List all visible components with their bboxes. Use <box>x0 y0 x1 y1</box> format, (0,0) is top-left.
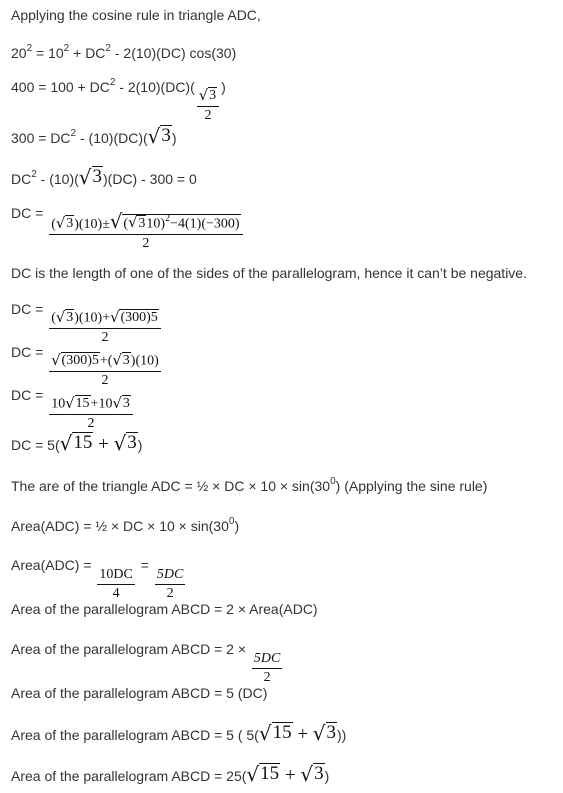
dc-line-1: DC = ( √ 3 )(10)+ √ (300)5 2 <box>11 300 163 345</box>
negative-note: DC is the length of one of the sides of the parallelogram, hence it can’t be negative. <box>11 265 527 281</box>
equation-line-4: $300 = DC^2 - (10)(DC)$( √ 3 ) <box>11 123 177 148</box>
dc-final: DC = 5( √ 15 + √ 3 ) <box>11 430 143 455</box>
area-para-line-2: Area of the parallelogram ABCD = 2 × $\frac{5DC}{2}$ <box>11 641 281 685</box>
intro-text: Applying the cosine rule in triangle ADC, <box>11 7 261 23</box>
equation-line-5: $DC^2 - (10)$( √ 3 )(DC) - 300 = 0 <box>11 164 197 189</box>
triangle-area-note: The are of the triangle ADC = ½ × DC × $10 \times \sin(30^0)$ (Applying the sine rule) <box>11 476 488 494</box>
area-para-line-4: Area of the parallelogram ABCD = 5 ( 5( √ 15 + √ 3 )) <box>11 720 347 745</box>
area-para-final: Area of the parallelogram ABCD = 25( √ 15 + √ 3 ) <box>11 761 330 786</box>
dc-line-3: DC = 10 √ 15 +10 √ 3 2 <box>11 386 135 431</box>
quadratic-formula: DC = ( √ 3 )(10)± √ ( √ 3 10)$^2$−4(1)(−300) 2 <box>11 204 245 251</box>
area-adc-line-2: Area(ADC) = $\frac{10DC}{4}$ = $\frac{5DC}{2}$ <box>11 557 184 601</box>
dc-line-2: DC = √ (300)5 +( √ 3 )(10) 2 <box>11 344 159 388</box>
cosine-rule-equation: $20^2 = 10^2 + DC^2 - 2(10)(DC)$ cos(30) <box>11 43 237 61</box>
area-para-line-3: Area of the parallelogram ABCD = 5 (DC) <box>11 685 268 701</box>
area-para-line-1: Area of the parallelogram ABCD = 2 × Area(ADC) <box>11 601 318 617</box>
area-adc-line-1: Area(ADC) = ½ × DC × $10 \times \sin(30^0)$ <box>11 516 240 534</box>
equation-line-3: $400 = 100 + DC^2 - 2(10)(DC)$( √ 3 2 ) <box>11 77 226 123</box>
